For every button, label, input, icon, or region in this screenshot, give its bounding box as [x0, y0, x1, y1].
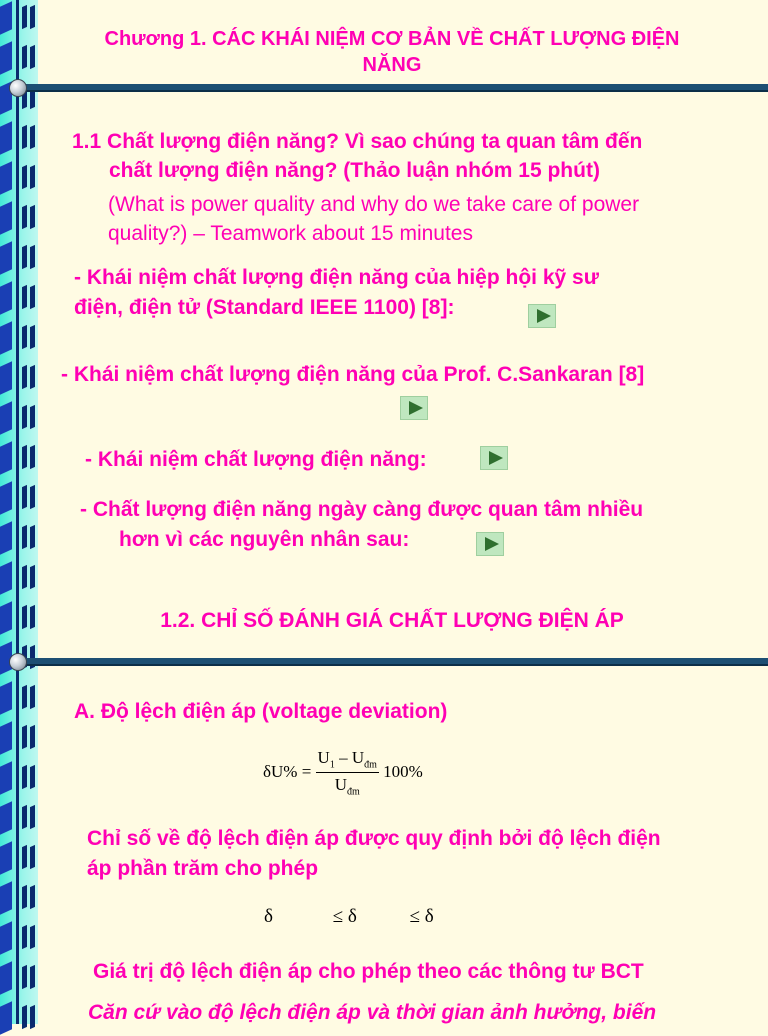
rail-block: [30, 1005, 35, 1029]
rail-block: [22, 925, 27, 949]
rail-segment: [0, 840, 38, 876]
ieee-concept: - Khái niệm chất lượng điện năng của hiệp hội kỹ sư điện, điện tử (Standard IEEE 1100) [8]:: [74, 266, 599, 319]
rail-bar: [0, 161, 12, 195]
rail-block: [22, 285, 27, 309]
rail-bar: [0, 321, 12, 355]
voltage-deviation-formula: [263, 748, 423, 798]
rail-segment: [0, 920, 38, 956]
rail-bar: [0, 961, 12, 995]
rail-block: [22, 1005, 27, 1029]
rail-block: [30, 5, 35, 29]
power-quality-concept: - Khái niệm chất lượng điện năng:: [85, 448, 427, 471]
rail-segment: [0, 720, 38, 756]
rail-knob: [9, 653, 27, 671]
rail-segment: [0, 240, 38, 276]
play-button-reasons[interactable]: [476, 532, 504, 556]
rail-block: [30, 805, 35, 829]
rail-segment: [0, 200, 38, 236]
rail-segment: [0, 1000, 38, 1036]
rail-block: [22, 685, 27, 709]
rail-segment: [0, 560, 38, 596]
rail-block: [30, 685, 35, 709]
play-button-sankaran[interactable]: [400, 396, 428, 420]
rail-segment: [0, 320, 38, 356]
rail-block: [22, 965, 27, 989]
rail-block: [30, 405, 35, 429]
rail-block: [30, 845, 35, 869]
rail-segment: [0, 280, 38, 316]
chapter-title-line2: NĂNG: [362, 54, 422, 76]
rail-segment: [0, 520, 38, 556]
reasons-text: - Chất lượng điện năng ngày càng được quan tâm nhiều hơn vì các nguyên nhân sau:: [80, 498, 644, 551]
rail-block: [22, 325, 27, 349]
title-underline: [18, 84, 768, 92]
section-1-2-heading: 1.2. CHỈ SỐ ĐÁNH GIÁ CHẤT LƯỢNG ĐIỆN ÁP: [160, 609, 624, 632]
sankaran-concept: - Khái niệm chất lượng điện năng của Prof. C.Sankaran [8]: [61, 363, 645, 386]
rail-bar: [0, 681, 12, 715]
rail-block: [22, 885, 27, 909]
rail-segment: [0, 40, 38, 76]
rail-bar: [0, 561, 12, 595]
rail-block: [30, 605, 35, 629]
formula-numerator: $U_1 - U_{đm}$: [316, 748, 379, 773]
rail-segment: [0, 480, 38, 516]
rail-segment: [0, 800, 38, 836]
rail-bar: [0, 1, 12, 35]
rail-bar: [0, 401, 12, 435]
rail-block: [22, 805, 27, 829]
rail-segment: [0, 600, 38, 636]
play-button-ieee[interactable]: [528, 304, 556, 328]
rail-block: [22, 565, 27, 589]
rail-block: [30, 125, 35, 149]
rail-block: [22, 845, 27, 869]
rail-block: [30, 285, 35, 309]
rail-segment: [0, 400, 38, 436]
rail-bar: [0, 41, 12, 75]
rail-bar: [0, 201, 12, 235]
rail-block: [30, 325, 35, 349]
last-line-text: Căn cứ vào độ lệch điện áp và thời gian ảnh hưởng, biến: [88, 1001, 657, 1024]
rail-block: [22, 165, 27, 189]
formula-denominator: $U_{đm}$: [334, 775, 360, 798]
rail-bar: [0, 121, 12, 155]
rail-bar: [0, 801, 12, 835]
play-button-concept[interactable]: [480, 446, 508, 470]
rail-block: [30, 565, 35, 589]
bct-allowed-values: Giá trị độ lệch điện áp cho phép theo các thông tư BCT: [93, 960, 644, 983]
rail-block: [22, 765, 27, 789]
rail-block: [22, 605, 27, 629]
rail-bar: [0, 241, 12, 275]
rail-block: [30, 765, 35, 789]
rail-bar: [0, 921, 12, 955]
rail-segment: [0, 120, 38, 156]
rail-bar: [0, 841, 12, 875]
rail-block: [30, 965, 35, 989]
rail-block: [22, 525, 27, 549]
rail-block: [22, 445, 27, 469]
formula-lhs: δU% =: [263, 761, 312, 781]
formula-rhs: 100%: [383, 761, 423, 781]
rail-block: [22, 205, 27, 229]
rail-segment: [0, 880, 38, 916]
rail-segment: [0, 0, 38, 36]
rail-knob: [9, 79, 27, 97]
section-1-1-heading: 1.1 Chất lượng điện năng? Vì sao chúng ta quan tâm đến chất lượng điện năng? (Thảo luận nhóm 15 phút): [72, 130, 643, 182]
rail-bar: [0, 521, 12, 555]
rail-block: [22, 45, 27, 69]
rail-block: [22, 5, 27, 29]
section-1-1-english: (What is power quality and why do we take care of power quality?) – Teamwork about 15 minutes: [108, 193, 640, 245]
rail-block: [30, 165, 35, 189]
rail-block: [30, 205, 35, 229]
rail-bar: [0, 481, 12, 515]
index-description: Chỉ số về độ lệch điện áp được quy định bởi độ lệch điện áp phần trăm cho phép: [87, 827, 661, 880]
rail-bar: [0, 761, 12, 795]
rail-block: [30, 885, 35, 909]
rail-segment: [0, 680, 38, 716]
deviation-inequality: δ ≤ δ ≤ δ: [264, 906, 434, 927]
rail-bar: [0, 721, 12, 755]
rail-block: [30, 45, 35, 69]
rail-segment: [0, 160, 38, 196]
rail-block: [30, 525, 35, 549]
rail-block: [22, 245, 27, 269]
rail-block: [30, 725, 35, 749]
rail-block: [22, 365, 27, 389]
chapter-title: [40, 26, 744, 78]
rail-bar: [0, 881, 12, 915]
rail-block: [22, 125, 27, 149]
rail-block: [30, 245, 35, 269]
rail-block: [30, 485, 35, 509]
rail-segment: [0, 760, 38, 796]
rail-bar: [0, 281, 12, 315]
rail-block: [30, 365, 35, 389]
rail-segment: [0, 440, 38, 476]
rail-block: [30, 925, 35, 949]
section-a-heading: A. Độ lệch điện áp (voltage deviation): [74, 700, 448, 723]
rail-bar: [0, 361, 12, 395]
rail-segment: [0, 960, 38, 996]
formula-fraction: [316, 748, 379, 798]
rail-block: [30, 445, 35, 469]
rail-segment: [0, 360, 38, 396]
rail-bar: [0, 441, 12, 475]
section-underline: [18, 658, 768, 666]
chapter-title-line1: Chương 1. CÁC KHÁI NIỆM CƠ BẢN VỀ CHẤT LƯỢNG ĐIỆN: [104, 28, 680, 50]
rail-bar: [0, 1001, 12, 1035]
rail-block: [22, 485, 27, 509]
rail-bar: [0, 601, 12, 635]
rail-block: [22, 405, 27, 429]
rail-block: [22, 725, 27, 749]
